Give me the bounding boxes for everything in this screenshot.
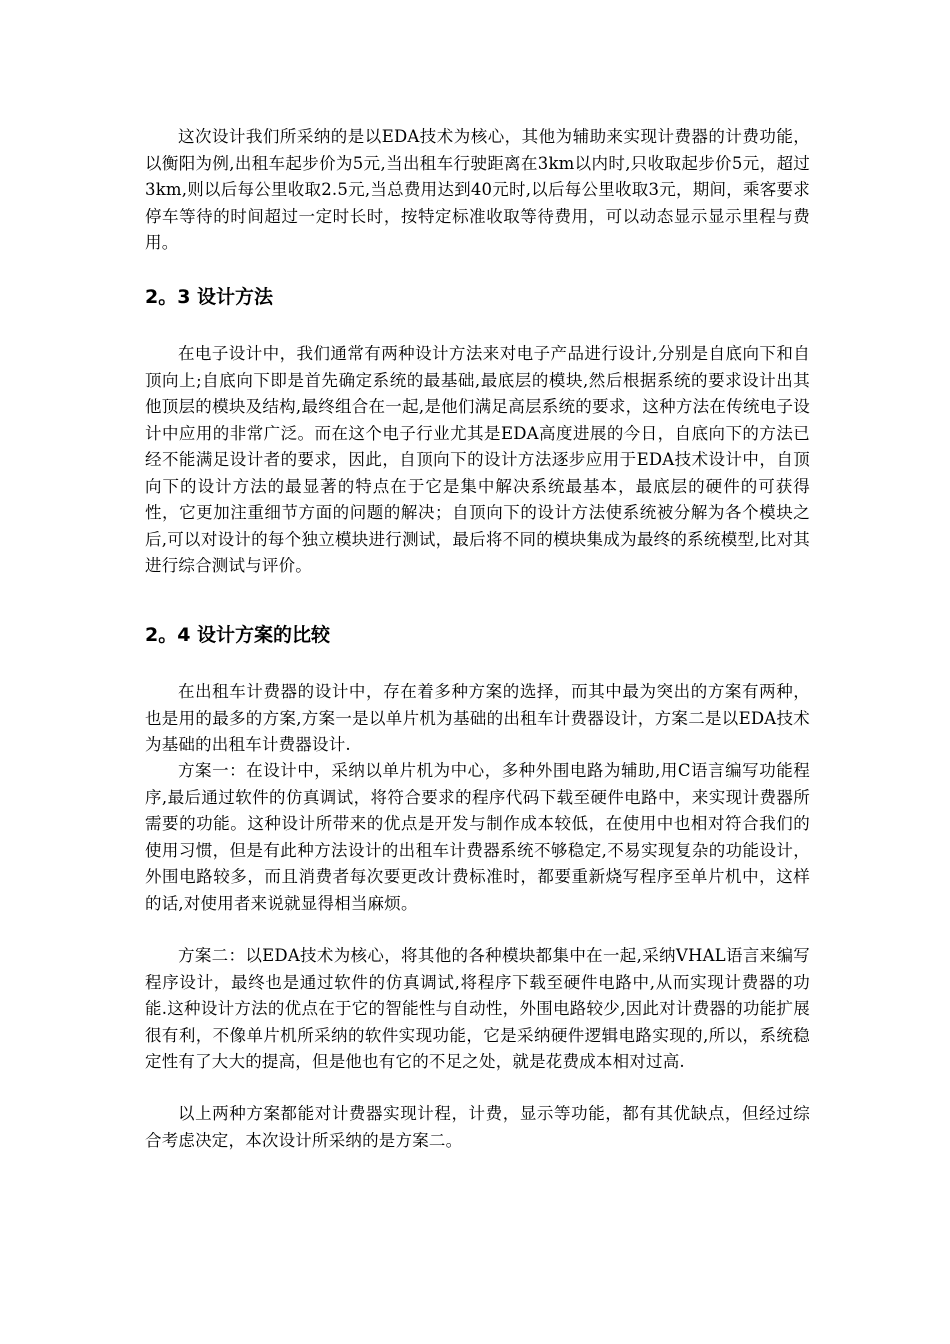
section-2-4-paragraph-4: 以上两种方案都能对计费器实现计程，计费，显示等功能，都有其优缺点，但经过综合考虑决定，本次设计所采纳的是方案二。	[145, 1104, 810, 1150]
intro-paragraph: 这次设计我们所采纳的是以EDA技术为核心，其他为辅助来实现计费器的计费功能，以衡阳为例,出租车起步价为5元,当出租车行驶距离在3km以内时,只收取起步价5元，超过3km,则以后每公里收取2.5元,当总费用达到40元时,以后每公里收取3元，期间，乘客要求停车等待的时间超过一定时长时，按特定标准收取等待费用，可以动态显示显示里程与费用。	[145, 127, 810, 252]
section-2-4-paragraph-3: 方案二：以EDA技术为核心，将其他的各种模块都集中在一起,采纳VHAL语言来编写程序设计，最终也是通过软件的仿真调试,将程序下载至硬件电路中,从而实现计费器的功能.这种设计方法的优点在于它的智能性与自动性，外围电路较少,因此对计费器的功能扩展很有利，不像单片机所采纳的软件实现功能，它是采纳硬件逻辑电路实现的,所以，系统稳定性有了大大的提高，但是他也有它的不足之处，就是花费成本相对过高.	[145, 946, 810, 1071]
section-2-4-paragraph-1: 在出租车计费器的设计中，存在着多种方案的选择，而其中最为突出的方案有两种，也是用的最多的方案,方案一是以单片机为基础的出租车计费器设计，方案二是以EDA技术为基础的出租车计费器设计.	[145, 682, 810, 754]
section-2-3-heading: 2。3 设计方法	[145, 286, 274, 308]
section-2-4-heading: 2。4 设计方案的比较	[145, 624, 331, 646]
section-2-4-paragraph-2: 方案一：在设计中，采纳以单片机为中心，多种外围电路为辅助,用C语言编写功能程序,最后通过软件的仿真调试，将符合要求的程序代码下载至硬件电路中，来实现计费器所需要的功能。这种设计所带来的优点是开发与制作成本较低，在使用中也相对符合我们的使用习惯，但是有此种方法设计的出租车计费器系统不够稳定,不易实现复杂的功能设计，外围电路较多，而且消费者每次要更改计费标准时，都要重新烧写程序至单片机中，这样的话,对使用者来说就显得相当麻烦。	[145, 761, 810, 913]
section-2-3-paragraph: 在电子设计中，我们通常有两种设计方法来对电子产品进行设计,分别是自底向下和自顶向上;自底向下即是首先确定系统的最基础,最底层的模块,然后根据系统的要求设计出其他顶层的模块及结构,最终组合在一起,是他们满足高层系统的要求，这种方法在传统电子设计中应用的非常广泛。而在这个电子行业尤其是EDA高度进展的今日，自底向下的方法已经不能满足设计者的要求，因此，自顶向下的设计方法逐步应用于EDA技术设计中，自顶向下的设计方法的最显著的特点在于它是集中解决系统最基本，最底层的硬件的可获得性，它更加注重细节方面的问题的解决；自顶向下的设计方法使系统被分解为各个模块之后,可以对设计的每个独立模块进行测试，最后将不同的模块集成为最终的系统模型,比对其进行综合测试与评价。	[145, 344, 810, 575]
